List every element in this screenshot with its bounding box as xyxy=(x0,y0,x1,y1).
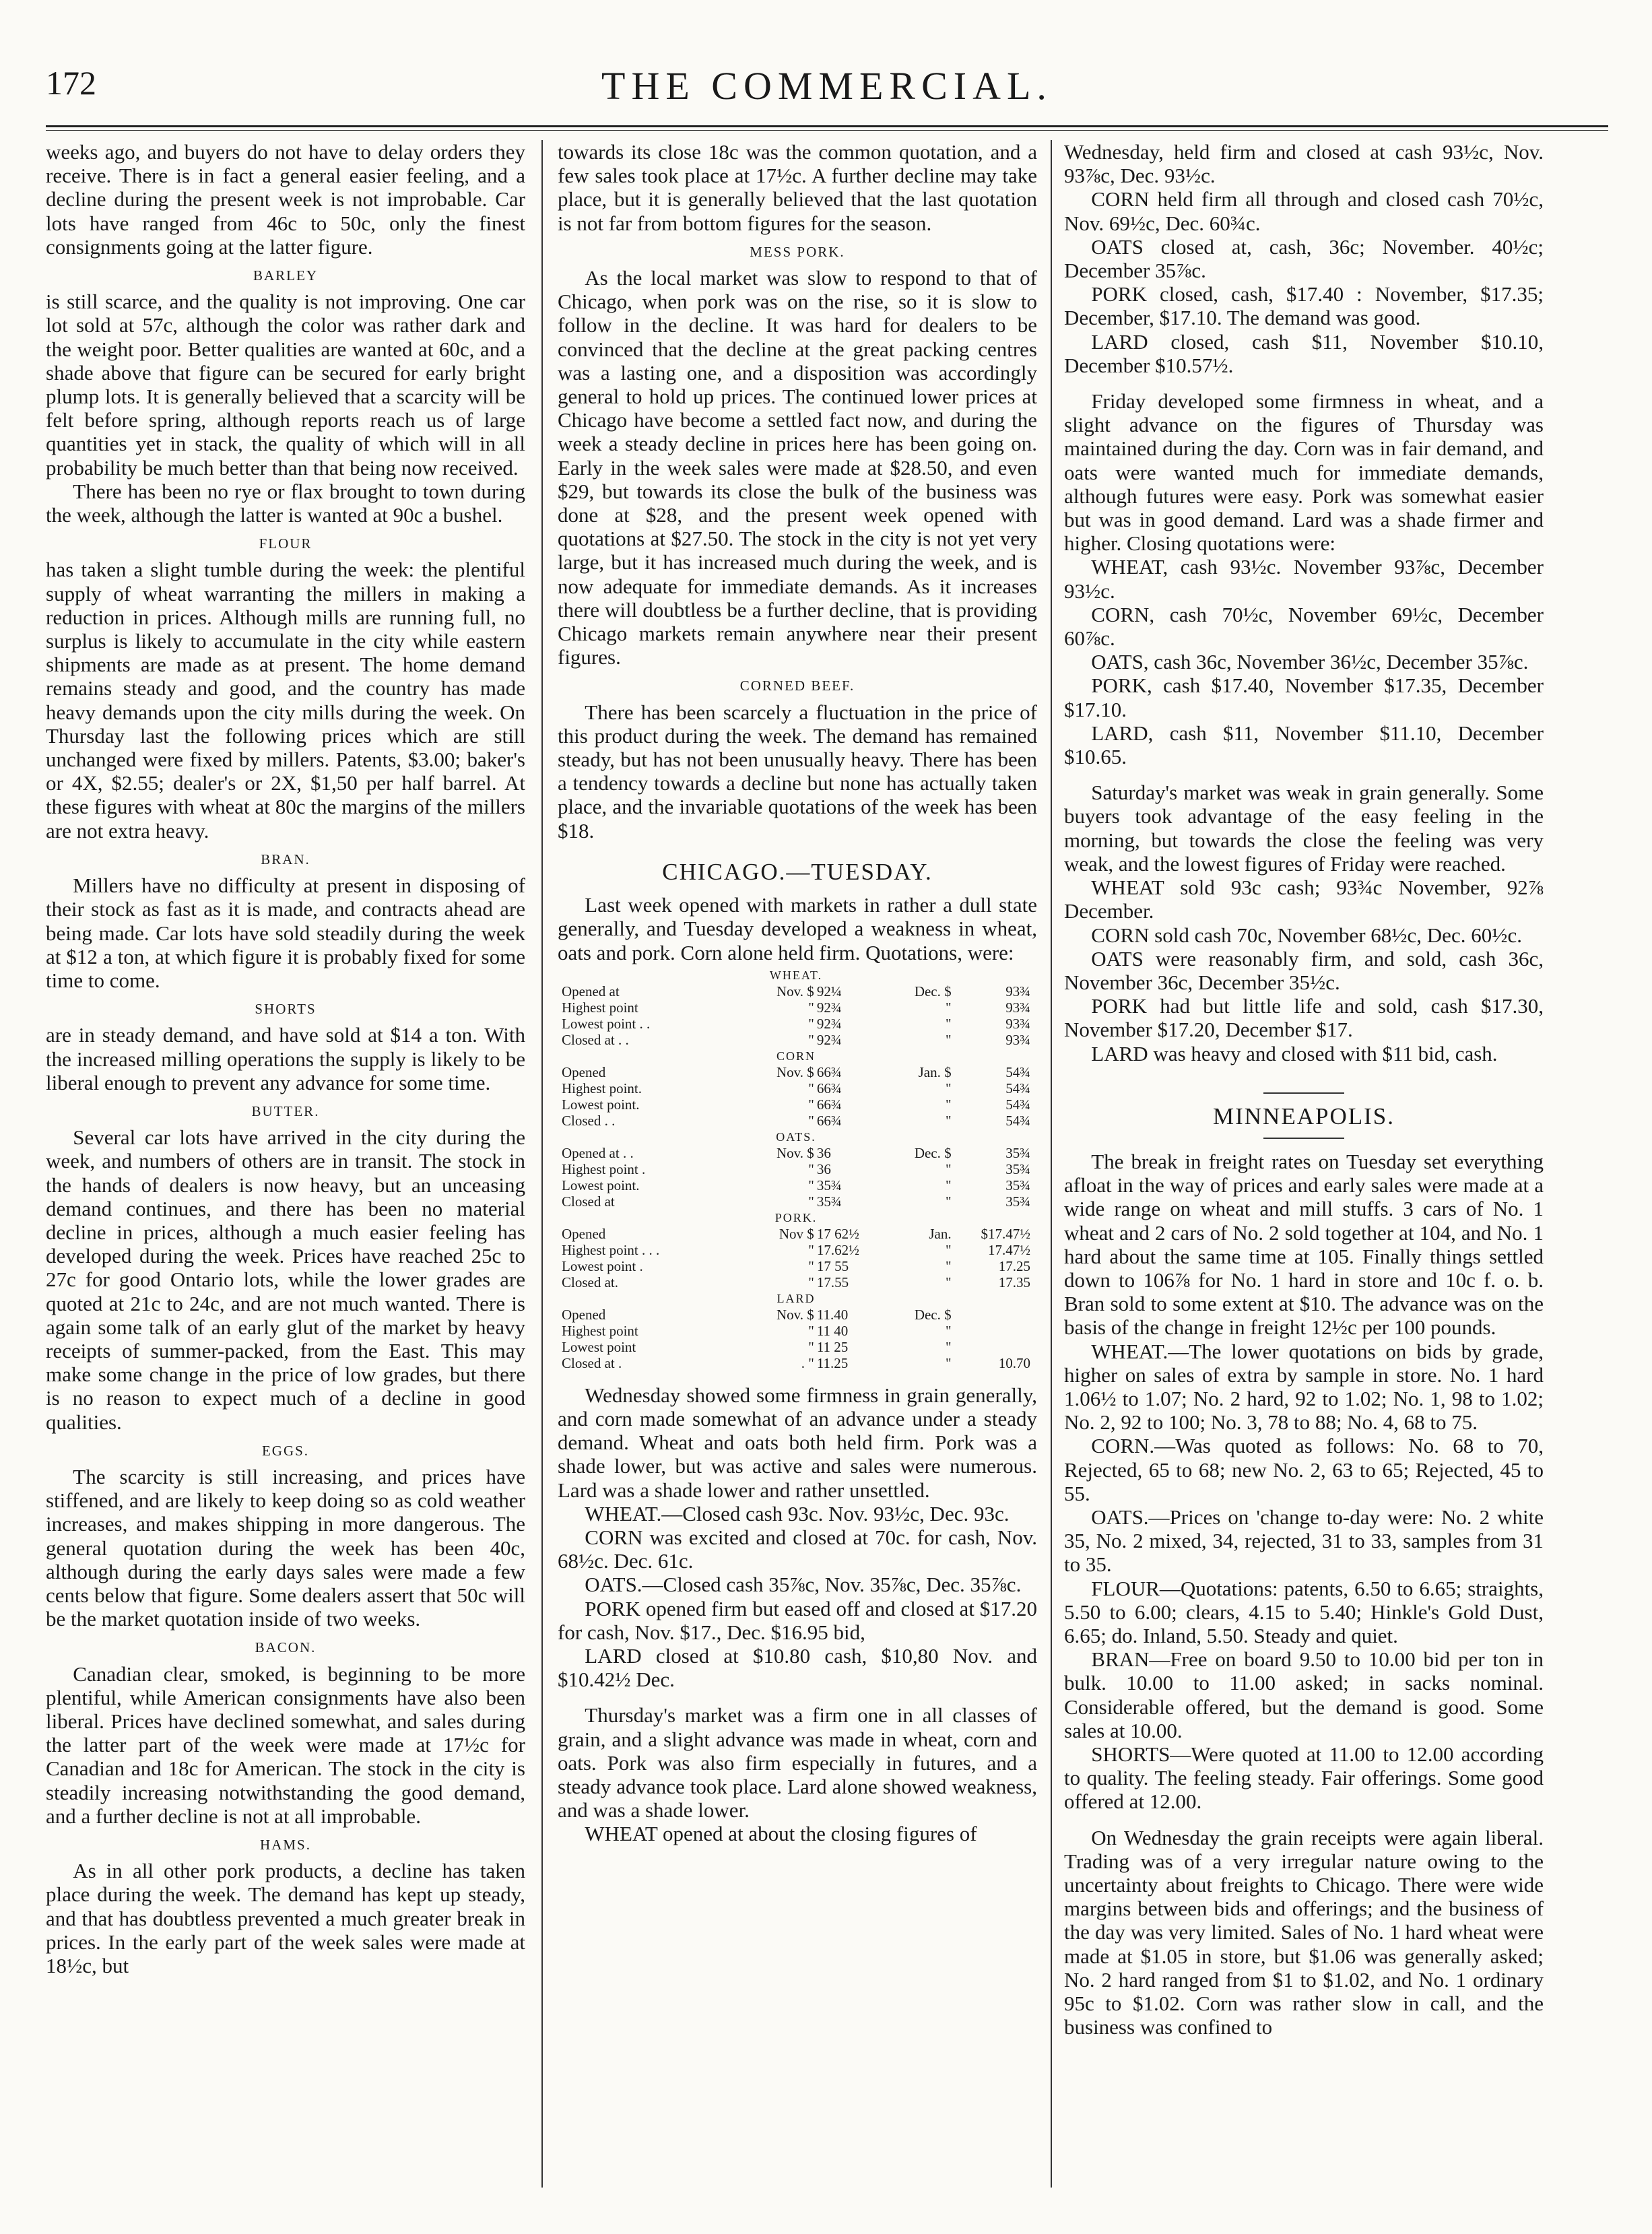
quote-row xyxy=(560,1193,1032,1210)
page-header xyxy=(46,63,1608,117)
quote-group-label: LARD xyxy=(777,1291,816,1305)
quote-cell xyxy=(953,1307,1032,1323)
header-rule-thin xyxy=(46,130,1608,131)
quote-cell: " xyxy=(808,1031,814,1048)
quote-row xyxy=(560,1355,1032,1371)
paragraph: WHEAT.—Closed cash 93c. Nov. 93½c, Dec. 93c. xyxy=(585,1501,1010,1525)
quote-cell: " xyxy=(808,1257,814,1274)
section-heading-eggs: EGGS. xyxy=(261,1442,310,1459)
header-rule xyxy=(46,125,1608,127)
paragraph: OATS closed at, cash, 36c; November. 40½c; December 35⅞c. xyxy=(1064,234,1544,283)
quote-cell: Highest point. xyxy=(562,1080,642,1096)
paragraph: On Wednesday the grain receipts were again liberal. Trading was of a very irregular nature owing to the uncertainty about freights to Chicago. There were wide margins between bids and offerings; and the business of the day was very limited. Sales of No. 1 hard wheat were made at $1.05 in store, but $1.06 was generally asked; No. 2 hard ranged from $1 to $1.02, and No. 1 ordinary 95c to $1.02. Corn was rather slow in call, and the business was confined to xyxy=(1064,1825,1544,2039)
section-heading-flour: FLOUR xyxy=(259,535,312,552)
quote-cell: 35¾ xyxy=(1005,1144,1030,1161)
quote-row xyxy=(560,983,1032,999)
quote-cell: " xyxy=(946,1338,952,1355)
paragraph: Saturday's market was weak in grain generally. Some buyers took advantage of the easy feeling in the morning, but towards the close the feeling was very weak, and the lowest figures of Friday were reached. xyxy=(1064,781,1544,876)
quote-cell: 17.35 xyxy=(998,1274,1030,1290)
quote-cell: Opened at xyxy=(562,983,620,999)
section-title-minneapolis: MINNEAPOLIS. xyxy=(1213,1103,1395,1129)
quote-cell: 17 55 xyxy=(816,1257,849,1274)
quote-cell: " xyxy=(808,1015,814,1032)
column-divider xyxy=(1051,140,1052,2188)
quote-cell: 66¾ xyxy=(816,1096,842,1113)
quote-cell: Nov. $ xyxy=(777,1144,814,1161)
quote-cell: 35¾ xyxy=(1005,1160,1030,1177)
paragraph: LARD was heavy and closed with $11 bid, cash. xyxy=(1091,1041,1498,1065)
quote-cell: $17.47½ xyxy=(981,1225,1030,1242)
quote-cell: 17.62½ xyxy=(816,1241,859,1258)
quote-cell: 92¼ xyxy=(816,983,842,999)
quote-cell: 54¾ xyxy=(1005,1080,1030,1096)
quote-cell: 93¾ xyxy=(1005,999,1030,1016)
quote-cell: Nov. $ xyxy=(777,1306,814,1323)
paragraph: CORN sold cash 70c, November 68½c, Dec. 60½c. xyxy=(1091,923,1522,947)
quote-cell: " xyxy=(946,1096,952,1113)
paragraph: Last week opened with markets in rather a dull state generally, and Tuesday developed a weakness in wheat, oats and pork. Corn alone held firm. Quotations, were: xyxy=(558,893,1037,964)
quote-cell: " xyxy=(946,1241,952,1258)
quote-cell: " xyxy=(808,1274,814,1290)
paragraph: SHORTS—Were quoted at 11.00 to 12.00 according to quality. The feeling steady. Fair offerings. Some good offered at 12.00. xyxy=(1064,1742,1544,1814)
quote-cell: 11 25 xyxy=(816,1338,849,1355)
quote-cell: Jan. $ xyxy=(918,1063,952,1080)
quote-row xyxy=(560,1080,1032,1096)
quote-cell: Nov $ xyxy=(779,1225,814,1242)
quote-cell: " xyxy=(946,1354,952,1371)
quote-cell: Highest point xyxy=(562,1322,638,1339)
paragraph: The scarcity is still increasing, and prices have stiffened, and are likely to keep doing so as cold weather increases, and makes shipping in more dangerous. The general quotation during the week has been 40c, although during the early days sales were made a few cents below that figure. Some dealers assert that 50c will be the market quotation inside of two weeks. xyxy=(46,1464,525,1631)
quote-cell: 92¾ xyxy=(816,1015,842,1032)
quote-cell: 36 xyxy=(816,1144,831,1161)
section-heading-corned-beef: CORNED BEEF. xyxy=(739,678,855,694)
paragraph: Thursday's market was a firm one in all classes of grain, and a slight advance was made in wheat, corn and oats. Pork was also firm especially in futures, and a steady advance took place. Lard alone showed weakness, and was a shade lower. xyxy=(558,1703,1037,1822)
quote-cell: 35¾ xyxy=(816,1193,842,1210)
quote-group-label: WHEAT. xyxy=(769,968,823,982)
quote-cell: Highest point xyxy=(562,999,638,1016)
quote-cell: " xyxy=(946,1257,952,1274)
masthead-title: THE COMMERCIAL. xyxy=(601,64,1053,108)
quote-cell: Closed at xyxy=(562,1193,615,1210)
paragraph: CORN.—Was quoted as follows: No. 68 to 70, Rejected, 65 to 68; new No. 2, 63 to 65; Rejected, 45 to 55. xyxy=(1064,1434,1544,1505)
section-heading-mess-pork: MESS PORK. xyxy=(750,243,845,260)
paragraph: CORN held firm all through and closed cash 70½c, Nov. 69½c, Dec. 60¾c. xyxy=(1064,187,1544,235)
quote-cell: . " xyxy=(801,1354,814,1371)
quote-cell: 92¾ xyxy=(816,999,842,1016)
quote-cell: Closed at . xyxy=(562,1354,622,1371)
paragraph: WHEAT, cash 93½c. November 93⅞c, December 93½c. xyxy=(1064,555,1544,603)
quote-cell: 11.40 xyxy=(816,1306,849,1323)
paragraph: The break in freight rates on Tuesday set everything afloat in the way of prices and early sales were made at a wide range on wheat and mill stuffs. 3 cars of No. 1 wheat and 2 cars of No. 2 sold together at 104, and No. 1 hard about the same time at 105. Finally things settled down to 106⅞ for No. 1 hard in store and 10c f. o. b. Bran sold to some extent at $10. The advance was on the basis of the change in freight 12½c per 100 pounds. xyxy=(1064,1149,1544,1340)
quote-cell: 17.25 xyxy=(998,1257,1030,1274)
quote-row xyxy=(560,1016,1032,1032)
quote-group-heading xyxy=(560,1210,1032,1226)
paragraph: LARD closed, cash $11, November $10.10, December $10.57½. xyxy=(1064,329,1544,377)
quote-row xyxy=(560,1258,1032,1274)
quote-row xyxy=(560,1032,1032,1048)
quote-cell: 54¾ xyxy=(1005,1063,1030,1080)
quote-cell: 66¾ xyxy=(816,1080,842,1096)
quote-row xyxy=(560,1242,1032,1258)
quote-cell: Opened xyxy=(562,1306,606,1323)
quote-row xyxy=(560,1323,1032,1339)
section-heading-bran: BRAN. xyxy=(261,851,310,867)
quote-cell: " xyxy=(808,1160,814,1177)
quote-group-heading xyxy=(560,967,1032,983)
quote-cell: Closed . . xyxy=(562,1112,616,1129)
paragraph: LARD, cash $11, November $11.10, December $10.65. xyxy=(1064,721,1544,769)
quote-cell: Dec. $ xyxy=(914,983,952,999)
quote-cell: " xyxy=(808,1177,814,1193)
quote-group-heading xyxy=(560,1048,1032,1064)
section-rule xyxy=(1263,1092,1344,1094)
paragraph: PORK, cash $17.40, November $17.35, December $17.10. xyxy=(1064,674,1544,721)
quote-cell: Opened at . . xyxy=(562,1144,634,1161)
quote-cell: 66¾ xyxy=(816,1112,842,1129)
quote-cell: Nov. $ xyxy=(777,1063,814,1080)
quote-cell: " xyxy=(808,1112,814,1129)
quote-cell: Dec. $ xyxy=(914,1144,952,1161)
quote-cell: " xyxy=(808,1241,814,1258)
paragraph: OATS were reasonably firm, and sold, cash 36c, November 36c, December 35½c. xyxy=(1064,946,1544,994)
column-3 xyxy=(1064,140,1544,2187)
quote-cell: 54¾ xyxy=(1005,1096,1030,1113)
paragraph: Millers have no difficulty at present in disposing of their stock as fast as it is made, and contracts ahead are being made. Car lots have sold steadily during the week at $12 a ton, at which figure it is probably fixed for some time to come. xyxy=(46,874,525,992)
quote-cell: Lowest point . xyxy=(562,1257,643,1274)
quote-cell: " xyxy=(946,1080,952,1096)
paragraph: BRAN—Free on board 9.50 to 10.00 bid per ton in bulk. 10.00 to 11.00 asked; in sacks nominal. Considerable offered, but the demand is good. Some sales at 10.00. xyxy=(1064,1647,1544,1742)
paragraph: WHEAT.—The lower quotations on bids by grade, higher on sales of extra by sample in store. No. 1 hard 1.06½ to 1.07; No. 2 hard, 92 to 1.02; No. 1, 98 to 1.02; No. 2, 92 to 100; No. 3, 78 to 88; No. 4, 68 to 75. xyxy=(1064,1339,1544,1435)
paragraph: Several car lots have arrived in the city during the week, and numbers of others are in transit. The stock in the hands of dealers is now heavy, but an unceasing demand continues, and there has been no material decline in prices, although a much easier feeling has developed during the week. Prices have reached 25c to 27c for good Ontario lots, while the lower grades are quoted at 21c to 24c, and are not much wanted. There is again some talk of an early glut of the market by heavy receipts of summer-packed, from the East. This may make some change in the price of low grades, but there is no reason to expect much of a decline in good qualities. xyxy=(46,1125,525,1434)
quote-cell: 17 62½ xyxy=(816,1225,859,1242)
quote-cell: Jan. xyxy=(929,1225,952,1242)
paragraph: WHEAT opened at about the closing figures of xyxy=(585,1822,977,1846)
quote-cell: 17.47½ xyxy=(988,1241,1030,1258)
section-heading-hams: HAMS. xyxy=(260,1837,311,1853)
paragraph: are in steady demand, and have sold at $14 a ton. With the increased milling operations the supply is likely to be liberal enough to prevent any advance for some time. xyxy=(46,1023,525,1094)
column-divider xyxy=(541,140,543,2188)
quote-cell: Lowest point xyxy=(562,1338,636,1355)
quote-cell: " xyxy=(946,1177,952,1193)
quote-row xyxy=(560,1145,1032,1161)
quote-cell: " xyxy=(808,1080,814,1096)
quote-cell: 17.55 xyxy=(816,1274,849,1290)
quote-row xyxy=(560,1113,1032,1129)
paragraph: OATS, cash 36c, November 36½c, December 35⅞c. xyxy=(1091,650,1529,674)
quote-cell: 36 xyxy=(816,1160,831,1177)
quote-row xyxy=(560,1177,1032,1193)
paragraph: Wednesday, held firm and closed at cash 93½c, Nov. 93⅞c, Dec. 93½c. xyxy=(1064,140,1544,188)
paragraph: LARD closed at $10.80 cash, $10,80 Nov. and $10.42½ Dec. xyxy=(558,1643,1037,1692)
paragraph: WHEAT sold 93c cash; 93¾c November, 92⅞ December. xyxy=(1064,876,1544,923)
paragraph: OATS.—Prices on 'change to-day were: No. 2 white 35, No. 2 mixed, 34, rejected, 31 to 33, samples from 31 to 35. xyxy=(1064,1505,1544,1577)
section-heading-shorts: SHORTS xyxy=(255,1001,317,1018)
quote-cell: Dec. $ xyxy=(914,1306,952,1323)
quote-cell: " xyxy=(946,1274,952,1290)
quote-row xyxy=(560,1161,1032,1177)
quote-cell: " xyxy=(946,999,952,1016)
page-number: 172 xyxy=(46,64,96,102)
paragraph: PORK had but little life and sold, cash $17.30, November $17.20, December $17. xyxy=(1064,994,1544,1042)
quote-cell: 92¾ xyxy=(816,1031,842,1048)
quote-cell: 35¾ xyxy=(816,1177,842,1193)
paragraph: CORN, cash 70½c, November 69½c, December 60⅞c. xyxy=(1064,602,1544,651)
paragraph: Canadian clear, smoked, is beginning to be more plentiful, while American consignments have also been liberal. Prices have declined somewhat, and sales during the latter part of the week were made at 17½c for Canadian and 18c for American. The stock in the city is steadily increasing notwithstanding the good demand, and a further decline is not at all improbable. xyxy=(46,1662,525,1828)
quote-cell: " xyxy=(808,1096,814,1113)
paragraph: CORN was excited and closed at 70c. for cash, Nov. 68½c. Dec. 61c. xyxy=(558,1525,1037,1573)
quote-cell: Lowest point . . xyxy=(562,1015,651,1032)
quote-cell: " xyxy=(946,1015,952,1032)
quote-row xyxy=(560,1339,1032,1355)
quote-cell: " xyxy=(946,1031,952,1048)
paragraph: FLOUR—Quotations: patents, 6.50 to 6.65; straights, 5.50 to 6.00; clears, 4.15 to 5.40; Hinkle's Gold Dust, 6.65; do. Inland, 5.50. Steady and quiet. xyxy=(1064,1576,1544,1647)
quote-cell: " xyxy=(808,1193,814,1210)
quote-cell: 93¾ xyxy=(1005,983,1030,999)
quote-group-label: CORN xyxy=(776,1049,816,1063)
quotations-table xyxy=(560,967,1032,1371)
quote-cell: 66¾ xyxy=(816,1063,842,1080)
quote-cell: " xyxy=(808,1322,814,1339)
section-heading-bacon: BACON. xyxy=(255,1639,317,1656)
section-heading-butter: BUTTER. xyxy=(251,1103,320,1119)
quote-cell: Highest point . xyxy=(562,1160,646,1177)
paragraph: PORK opened firm but eased off and closed at $17.20 for cash, Nov. $17., Dec. $16.95 bid, xyxy=(558,1596,1037,1644)
quote-cell: 10.70 xyxy=(998,1354,1030,1371)
quote-row xyxy=(560,1096,1032,1113)
column-2 xyxy=(558,140,1037,2187)
paragraph: As in all other pork products, a decline has taken place during the week. The demand has kept up steady, and that has doubtless prevented a much greater break in prices. In the early part of the week sales were made at 18½c, but xyxy=(46,1859,525,1978)
quote-row xyxy=(560,1274,1032,1290)
quote-cell: Opened xyxy=(562,1063,606,1080)
paragraph: has taken a slight tumble during the week: the plentiful supply of wheat warranting the millers in making a reduction in prices. Although mills are running full, no surplus is likely to accumulate in the city while eastern shipments are made as at present. The home demand remains steady and good, and the country has made heavy demands upon the city mills during the week. On Thursday last the following prices which are still unchanged were fixed by millers. Patents, $3.00; baker's or 4X, $2.55; dealer's or 2X, $1,50 per half barrel. At these figures with wheat at 80c the margins of the millers are not extra heavy. xyxy=(46,558,525,843)
quote-row xyxy=(560,1226,1032,1242)
quote-cell: " xyxy=(808,999,814,1016)
paragraph: As the local market was slow to respond to that of Chicago, when pork was on the rise, so it is slow to follow in the decline. It was hard for dealers to be convinced that the decline at the great packing centres was a lasting one, and a disposition was accordingly general to hold up prices. The continued lower prices at Chicago have become a settled fact now, and during the week a steady decline in prices here has been going on. Early in the week sales were made at $28.50, and even $29, but towards its close the bulk of the business was done at $28, and the present week opened with quotations at $27.50. The stock in the city is not yet very large, but it has increased much during the week, and is now adequate for immediate demands. As it increases there will doubtless be a further decline, that is providing Chicago markets remain anywhere near their present figures. xyxy=(558,266,1037,669)
section-heading-barley: BARLEY xyxy=(253,267,318,284)
quote-cell: " xyxy=(946,1322,952,1339)
section-title-chicago: CHICAGO.—TUESDAY. xyxy=(662,858,933,885)
quote-cell: 35¾ xyxy=(1005,1193,1030,1210)
quote-cell: Opened xyxy=(562,1225,606,1242)
quote-cell: Closed at. xyxy=(562,1274,618,1290)
paragraph: PORK closed, cash, $17.40 : November, $17.35; December, $17.10. The demand was good. xyxy=(1064,282,1544,330)
paragraph: OATS.—Closed cash 35⅞c, Nov. 35⅞c, Dec. 35⅞c. xyxy=(585,1573,1022,1597)
quote-row xyxy=(560,999,1032,1016)
quote-cell: " xyxy=(946,1193,952,1210)
paragraph: Wednesday showed some firmness in grain generally, and corn made somewhat of an advance under a steady demand. Wheat and oats both held firm. Pork was a shade lower, but was active and sales were numerous. Lard was a shade lower and rather unsettled. xyxy=(558,1383,1037,1502)
quote-cell: Nov. $ xyxy=(777,983,814,999)
section-rule xyxy=(1263,1138,1344,1139)
quote-cell: " xyxy=(946,1112,952,1129)
quote-group-heading xyxy=(560,1129,1032,1145)
quote-cell: 11.25 xyxy=(816,1354,849,1371)
quote-cell: 93¾ xyxy=(1005,1015,1030,1032)
quote-cell: 35¾ xyxy=(1005,1177,1030,1193)
quote-cell: Closed at . . xyxy=(562,1031,629,1048)
quote-cell xyxy=(953,1323,1032,1339)
quote-row xyxy=(560,1307,1032,1323)
quote-cell xyxy=(953,1339,1032,1355)
quote-cell: Lowest point. xyxy=(562,1177,640,1193)
quote-group-label: OATS. xyxy=(776,1129,816,1144)
quote-cell: 54¾ xyxy=(1005,1112,1030,1129)
column-1 xyxy=(46,140,525,2187)
paragraph: Friday developed some firmness in wheat, and a slight advance on the figures of Thursday was maintained during the day. Corn was in fair demand, and oats were wanted much for immediate demands, although futures were easy. Pork was somewhat easier but was in good demand. Lard was a shade firmer and higher. Closing quotations were: xyxy=(1064,389,1544,556)
quote-cell: 11 40 xyxy=(816,1322,849,1339)
quote-cell: " xyxy=(946,1160,952,1177)
quote-cell: Highest point . . . xyxy=(562,1241,660,1258)
paragraph: There has been no rye or flax brought to town during the week, although the latter is wanted at 90c a bushel. xyxy=(46,479,525,527)
quote-cell: 93¾ xyxy=(1005,1031,1030,1048)
paragraph: towards its close 18c was the common quotation, and a few sales took place at 17½c. A further decline may take place, but it is generally believed that the last quotation is not far from bottom figures for the season. xyxy=(558,140,1037,235)
quote-row xyxy=(560,1064,1032,1080)
quote-group-label: PORK. xyxy=(774,1210,818,1224)
quote-cell: Lowest point. xyxy=(562,1096,640,1113)
paragraph: is still scarce, and the quality is not improving. One car lot sold at 57c, although the color was rather dark and the weight poor. Better qualities are wanted at 60c, and a shade above that figure can be secured for early bright plump lots. It is generally believed that a scarcity will be felt before spring, although reports reach us of large quantities yet in stack, the quality of which will in all probability be much better than that being now received. xyxy=(46,290,525,480)
paragraph: There has been scarcely a fluctuation in the price of this product during the week. The demand has remained steady, but has not been unusually heavy. There has been a tendency towards a decline but none has actually taken place, and the invariable quotations of the week has been $18. xyxy=(558,700,1037,843)
quote-cell: " xyxy=(808,1338,814,1355)
quote-group-heading xyxy=(560,1290,1032,1307)
paragraph: weeks ago, and buyers do not have to delay orders they receive. There is in fact a general easier feeling, and a decline during the present week is not improbable. Car lots have ranged from 46c to 50c, only the finest consignments going at the latter figure. xyxy=(46,140,525,259)
